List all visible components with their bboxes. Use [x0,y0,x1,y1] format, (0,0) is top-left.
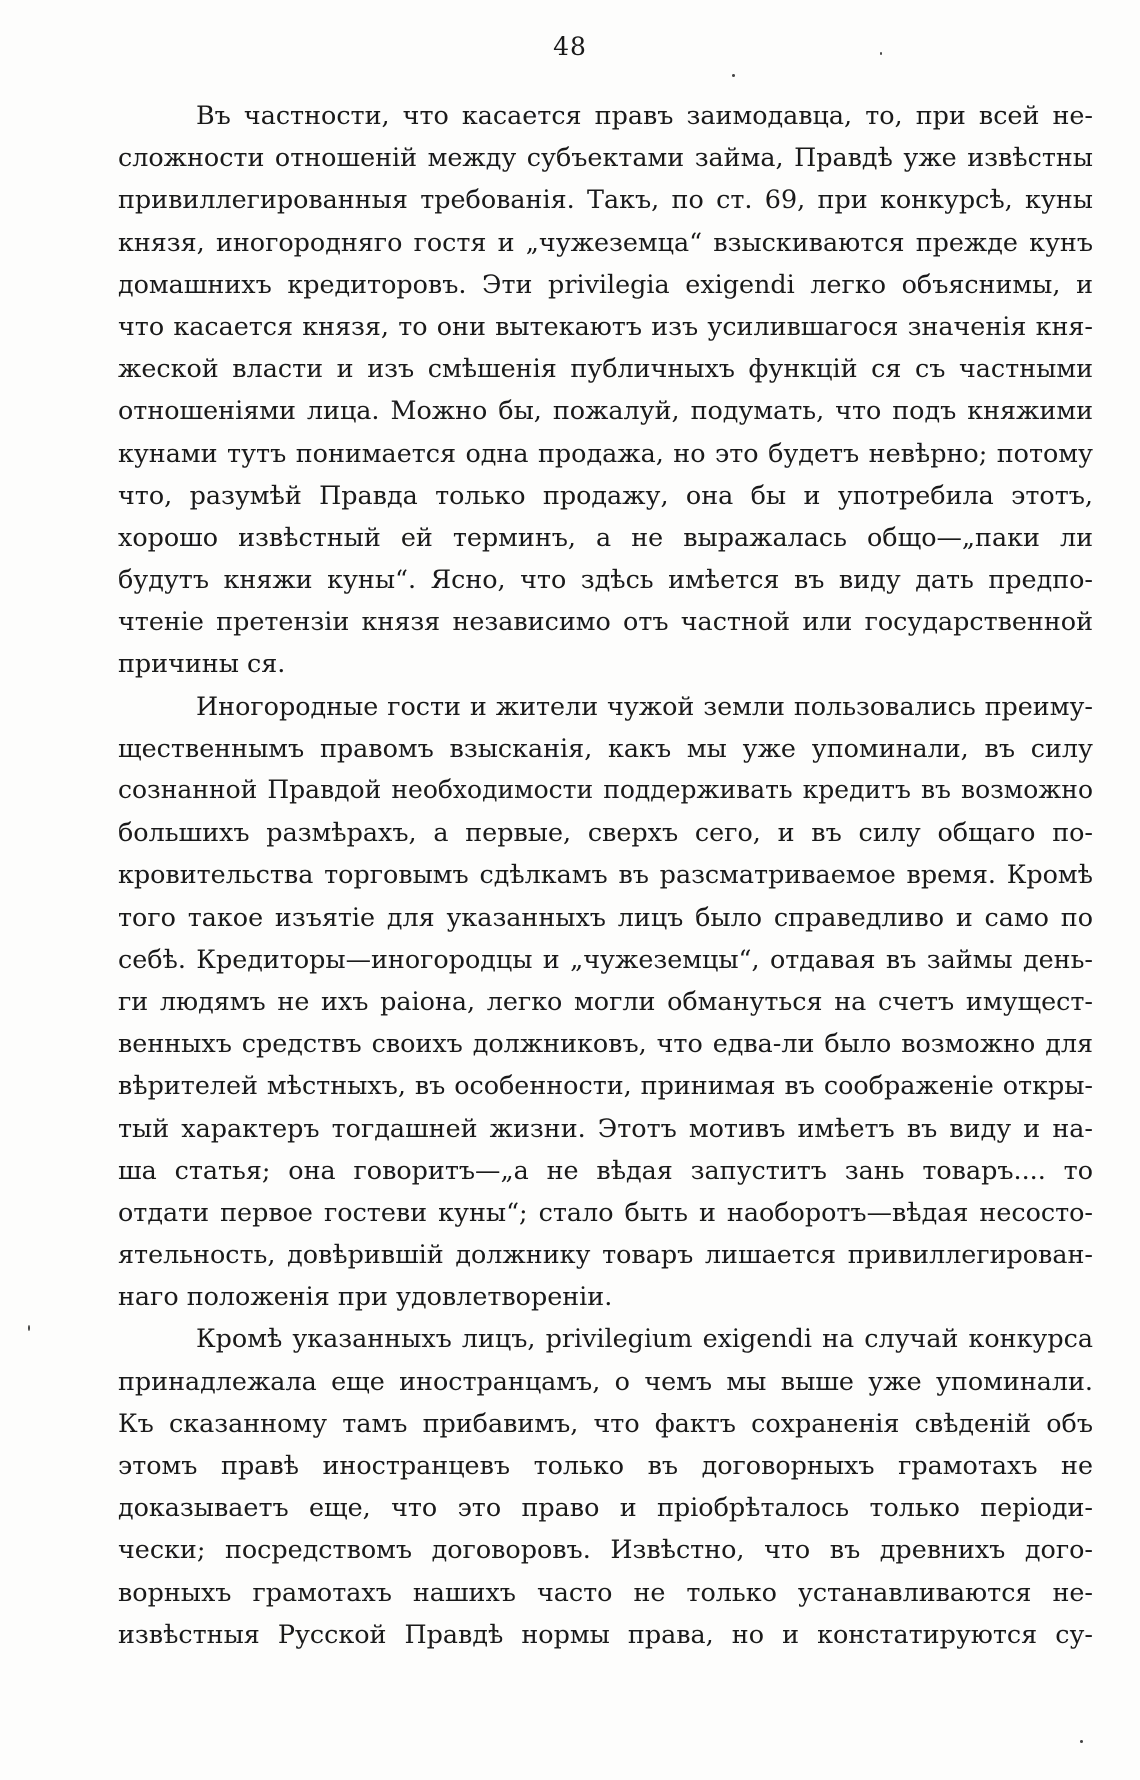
text-line: жеской власти и изъ смѣшенія публичныхъ функцій ся съ частными [118,353,1093,384]
text-line: щественнымъ правомъ взысканія, какъ мы уже упоминали, въ силу [118,732,1093,763]
text-line: привиллегированныя требованія. Такъ, по ст. 69, при конкурсѣ, куны [118,184,1093,215]
text-line: отношеніями лица. Можно бы, пожалуй, подумать, что подъ княжими [118,395,1093,426]
text-line: этомъ правѣ иностранцевъ только въ договорныхъ грамотахъ не [118,1450,1093,1480]
text-line: чтеніе претензіи князя независимо отъ частной или государственной [118,606,1093,637]
text-line: Иногородные гости и жители чужой земли пользовались преиму- [196,690,1093,721]
page-number: 48 [553,32,587,61]
scan-speck [1080,1740,1083,1743]
text-line: принадлежала еще иностранцамъ, о чемъ мы выше уже упоминали. [118,1365,1093,1396]
text-line: вѣрителей мѣстныхъ, въ особенности, принимая въ соображеніе откры- [118,1070,1093,1101]
text-line: сложности отношеній между субъектами займа, Правдѣ уже извѣстны [118,142,1093,173]
text-line: Къ сказанному тамъ прибавимъ, что фактъ сохраненія свѣденій объ [118,1407,1093,1438]
text-line: причины ся. [118,648,286,679]
text-line: тый характеръ тогдашней жизни. Этотъ мотивъ имѣетъ въ виду и на- [118,1112,1093,1143]
text-line: ги людямъ не ихъ раіона, легко могли обмануться на счетъ имущест- [118,985,1093,1016]
text-line: доказываетъ еще, что это право и пріобрѣталось только періоди- [118,1492,1093,1523]
paragraph-3 [118,1317,1093,1655]
text-line: Въ частности, что касается правъ заимодавца, то, при всей не- [196,100,1093,130]
scan-speck [880,52,882,55]
text-line: себѣ. Кредиторы—иногородцы и „чужеземцы“, отдавая въ займы день- [118,943,1093,974]
text-line: кровительства торговымъ сдѣлкамъ въ разсматриваемое время. Кромѣ [118,859,1093,890]
text-line: хорошо извѣстный ей терминъ, а не выражалась общо—„паки ли [118,521,1093,552]
text-line: чески; посредствомъ договоровъ. Извѣстно, что въ древнихъ дого- [118,1534,1093,1565]
text-line: ятельность, довѣрившій должнику товаръ лишается привиллегирован- [118,1239,1093,1270]
scan-speck [28,1325,30,1331]
text-line: большихъ размѣрахъ, а первые, сверхъ сего, и въ силу общаго по- [118,817,1093,848]
text-line: будутъ княжи куны“. Ясно, что здѣсь имѣется въ виду дать предпо- [118,564,1093,595]
text-line: кунами тутъ понимается одна продажа, но это будетъ невѣрно; потому [118,437,1093,468]
text-line: ша статья; она говоритъ—„а не вѣдая запуститъ зань товаръ.... то [118,1154,1093,1185]
text-line: домашнихъ кредиторовъ. Эти privilegia exigendi легко объяснимы, и [118,268,1093,299]
body-text [118,94,1093,1655]
text-line: ворныхъ грамотахъ нашихъ часто не только устанавливаются не- [118,1576,1093,1607]
text-line: что, разумѣй Правда только продажу, она бы и употребила этотъ, [118,479,1093,510]
text-line: того такое изъятіе для указанныхъ лицъ было справедливо и само по [118,901,1093,932]
text-line: сознанной Правдой необходимости поддерживать кредитъ въ возможно [118,775,1093,804]
text-line: извѣстныя Русской Правдѣ нормы права, но и констатируются су- [118,1618,1093,1649]
text-line: венныхъ средствъ своихъ должниковъ, что едва-ли было возможно для [118,1028,1093,1059]
text-line: что касается князя, то они вытекаютъ изъ усилившагося значенія кня- [118,310,1093,341]
text-line: Кромѣ указанныхъ лицъ, privilegium exigendi на случай конкурса [196,1323,1093,1354]
paragraph-2 [118,685,1093,1318]
text-line: наго положенія при удовлетвореніи. [118,1281,613,1312]
paragraph-1 [118,94,1093,685]
scan-speck [732,74,735,77]
text-line: отдати первое гостеви куны“; стало быть и наоборотъ—вѣдая несосто- [118,1196,1093,1227]
text-line: князя, иногородняго гостя и „чужеземца“ взыскиваются прежде кунъ [118,226,1093,257]
